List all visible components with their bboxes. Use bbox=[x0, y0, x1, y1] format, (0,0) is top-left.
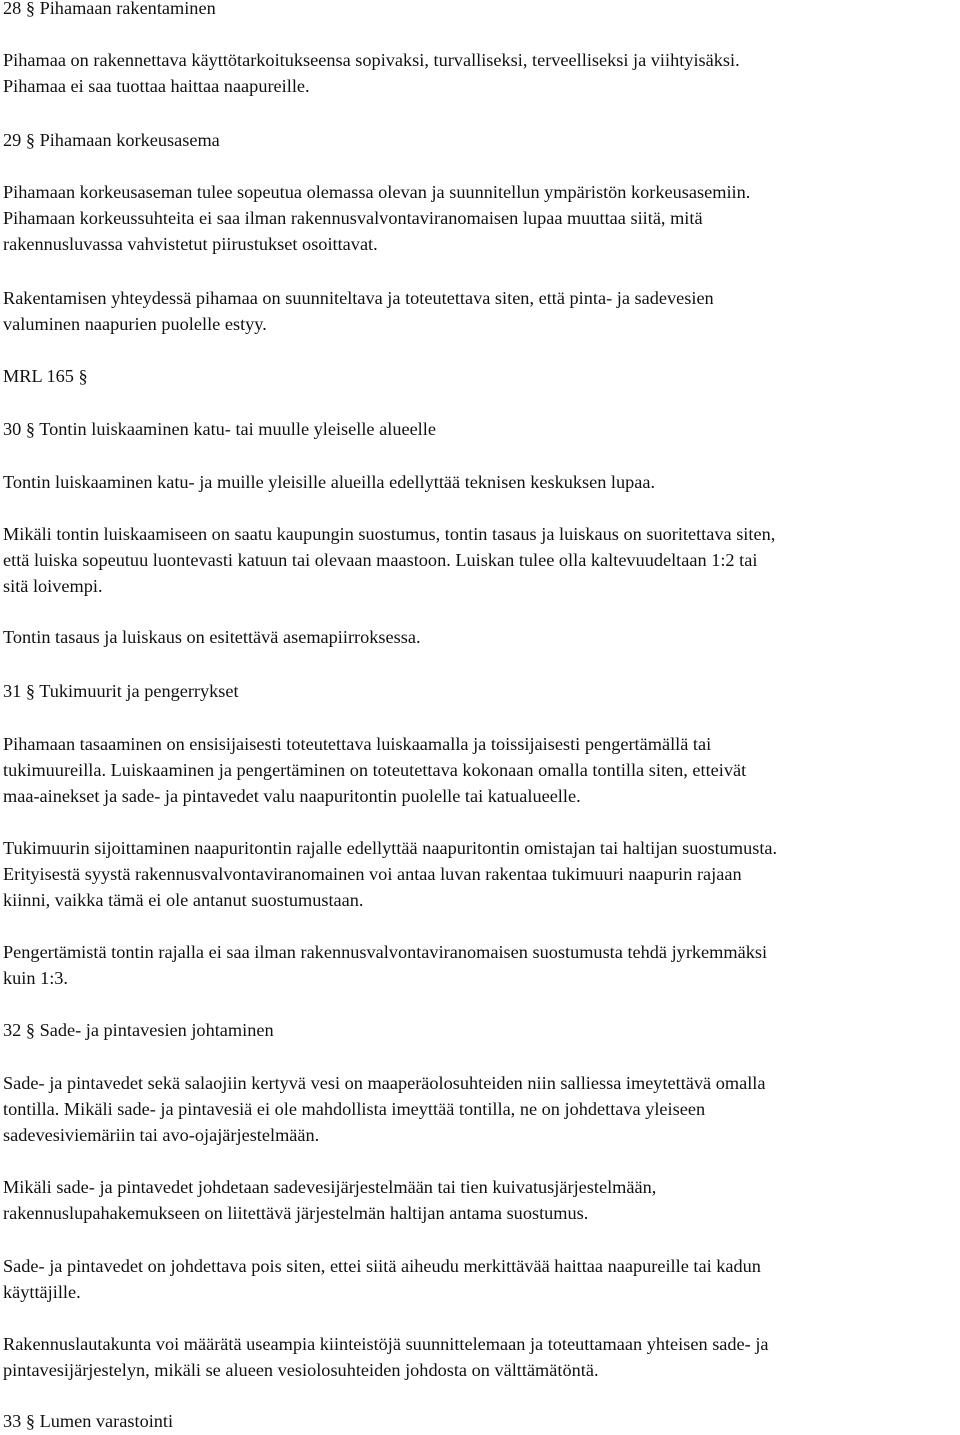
section-heading-31: 31 § Tukimuurit ja pengerrykset bbox=[3, 681, 239, 701]
paragraph: Pihamaa on rakennettava käyttötarkoitukseensa sopivaksi, turvalliseksi, terveelliseksi ja viihtyisäksi. Pihamaa ei saa tuottaa haittaa naapureille. bbox=[3, 50, 740, 96]
paragraph: Sade- ja pintavedet on johdettava pois siten, ettei siitä aiheudu merkittävää haittaa naapureille tai kadun käyttäjille. bbox=[3, 1256, 761, 1302]
paragraph: Tontin luiskaaminen katu- ja muille yleisille alueilla edellyttää teknisen keskuksen lupaa. bbox=[3, 472, 656, 492]
paragraph: Pengertämistä tontin rajalla ei saa ilman rakennusvalvontaviranomaisen suostumusta tehdä jyrkemmäksi kuin 1:3. bbox=[3, 942, 768, 988]
paragraph: Pihamaan korkeusaseman tulee sopeutua olemassa olevan ja suunnitellun ympäristön korkeusasemiin. Pihamaan korkeussuhteita ei saa ilman rakennusvalvontaviranomaisen lupaa muuttaa siitä, mitä rakennusluvassa vahvistetut piirustukset osoittavat. bbox=[3, 182, 751, 254]
paragraph: Mikäli sade- ja pintavedet johdetaan sadevesijärjestelmään tai tien kuivatusjärjestelmään, rakennuslupahakemukseen on liitettävä järjestelmän haltijan antama suostumus. bbox=[3, 1177, 657, 1223]
paragraph: Mikäli tontin luiskaamiseen on saatu kaupungin suostumus, tontin tasaus ja luiskaus on suoritettava siten, että luiska sopeutuu luontevasti katuun tai olevaan maastoon. Luiskan tulee olla kaltevuudeltaan 1:2 tai sitä loivempi. bbox=[3, 524, 776, 596]
section-heading-29: 29 § Pihamaan korkeusasema bbox=[3, 130, 220, 150]
paragraph: Sade- ja pintavedet sekä salaojiin kertyvä vesi on maaperäolosuhteiden niin salliessa imeytettävä omalla tontilla. Mikäli sade- ja pintavesiä ei ole mahdollista imeyttää tontilla, ne on johdettava yleiseen sadevesiviemäriin tai avo-ojajärjestelmään. bbox=[3, 1073, 766, 1145]
section-heading-28: 28 § Pihamaan rakentaminen bbox=[3, 0, 216, 18]
section-heading-30: 30 § Tontin luiskaaminen katu- tai muulle yleiselle alueelle bbox=[3, 419, 436, 439]
legal-reference: MRL 165 § bbox=[3, 366, 88, 386]
paragraph: Tukimuurin sijoittaminen naapuritontin rajalle edellyttää naapuritontin omistajan tai haltijan suostumusta. Erityisestä syystä rakennusvalvontaviranomainen voi antaa luvan rakentaa tukimuuri naapurin rajaan kiinni, vaikka tämä ei ole antanut suostumustaan. bbox=[3, 838, 778, 910]
paragraph: Tontin tasaus ja luiskaus on esitettävä asemapiirroksessa. bbox=[3, 627, 421, 647]
paragraph: Rakentamisen yhteydessä pihamaa on suunniteltava ja toteutettava siten, että pinta- ja sadevesien valuminen naapurien puolelle estyy. bbox=[3, 288, 714, 334]
section-heading-32: 32 § Sade- ja pintavesien johtaminen bbox=[3, 1020, 274, 1040]
paragraph: Rakennuslautakunta voi määrätä useampia kiinteistöjä suunnittelemaan ja toteuttamaan yhteisen sade- ja pintavesijärjestelyn, mikäli se alueen vesiolosuhteiden johdosta on välttämätöntä. bbox=[3, 1334, 769, 1380]
section-heading-33: 33 § Lumen varastointi bbox=[3, 1411, 174, 1431]
paragraph: Pihamaan tasaaminen on ensisijaisesti toteutettava luiskaamalla ja toissijaisesti pengertämällä tai tukimuureilla. Luiskaaminen ja pengertäminen on toteutettava kokonaan omalla tontilla siten, etteivät maa-ainekset ja sade- ja pintavedet valu naapuritontin puolelle tai katualueelle. bbox=[3, 734, 747, 806]
